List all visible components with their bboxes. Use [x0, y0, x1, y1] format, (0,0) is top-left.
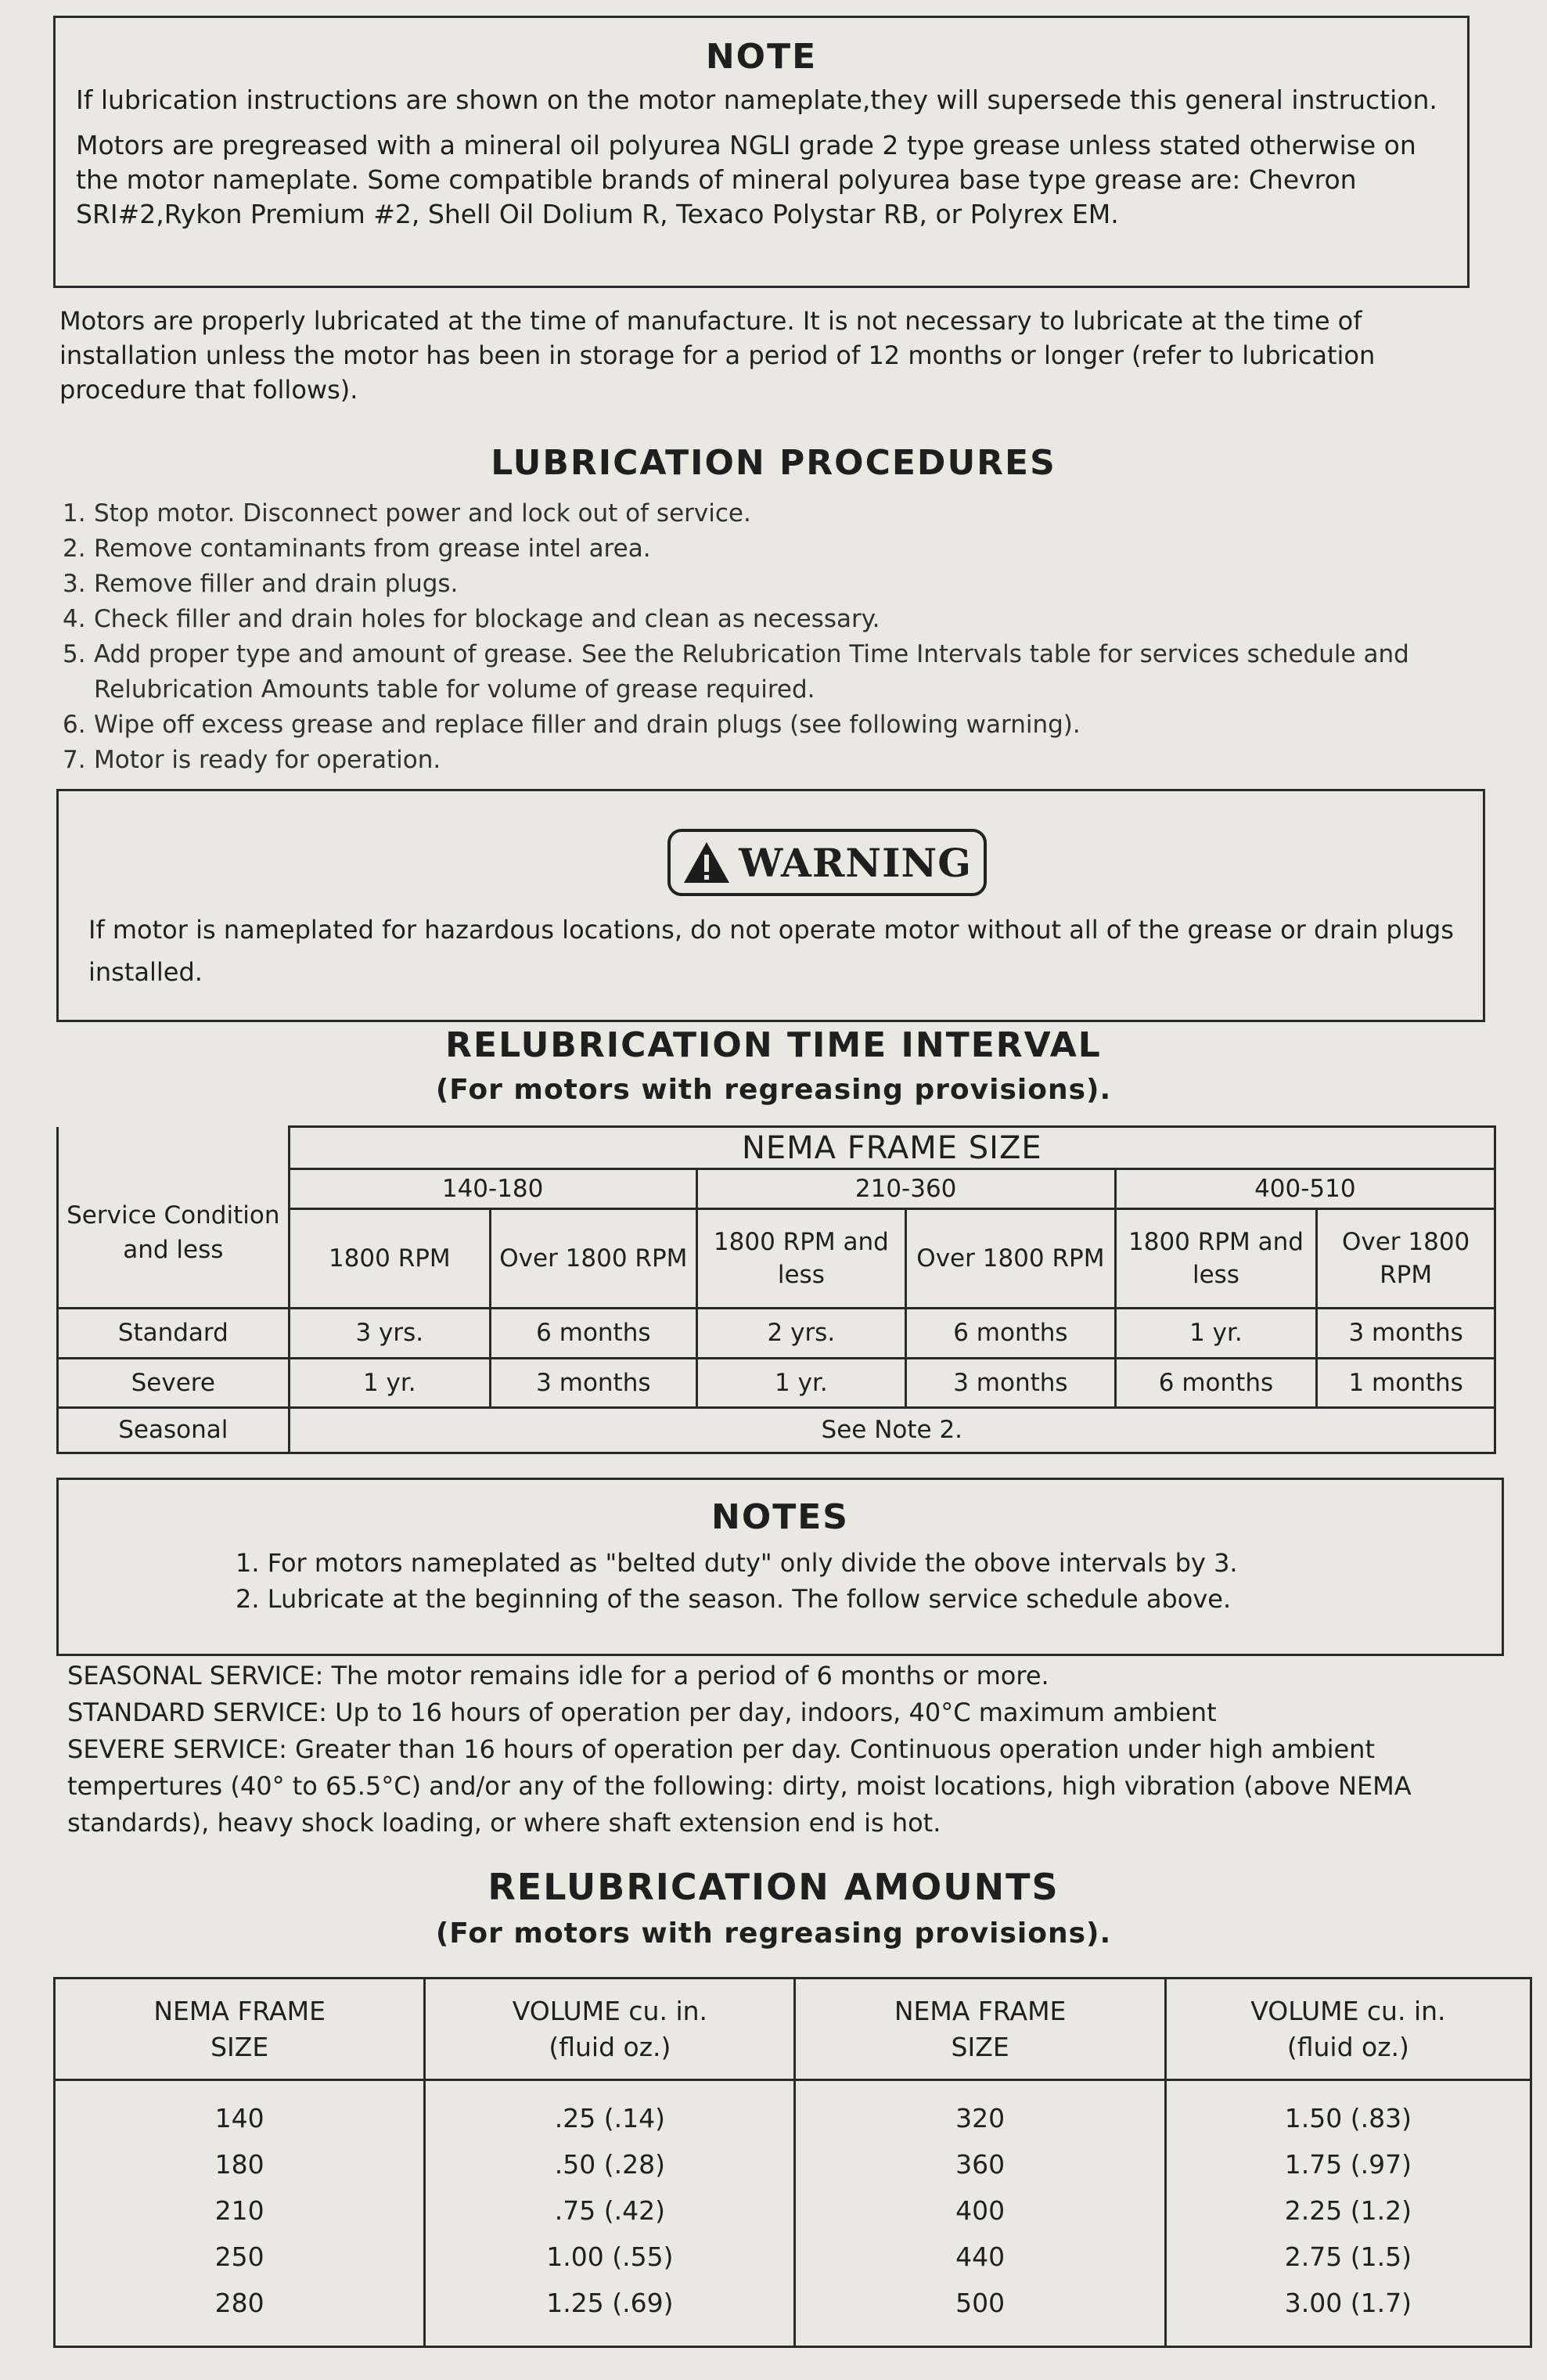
- table-row: [58, 1407, 1495, 1453]
- notes-box: [56, 1478, 1504, 1656]
- volume-column: [425, 2080, 795, 2347]
- frame-size-cell: 500: [955, 2288, 1006, 2318]
- volume-header: VOLUME cu. in. (fluid oz.): [425, 1979, 795, 2080]
- frame-size-cell: 400: [955, 2195, 1006, 2226]
- service-condition-header: Service Condition and less: [58, 1127, 290, 1309]
- procedure-step: 1. Stop motor. Disconnect power and lock out of service.: [63, 499, 751, 527]
- frame-size-cell: 280: [214, 2288, 264, 2318]
- seasonal-service-label: SEASONAL SERVICE:: [67, 1661, 324, 1690]
- interval-cell: 3 months: [1317, 1308, 1495, 1358]
- time-interval-subtitle: (For motors with regreasing provisions).: [435, 1074, 1112, 1106]
- interval-cell: 3 months: [491, 1359, 697, 1407]
- rpm-header: 1800 RPM and less: [696, 1208, 905, 1308]
- procedure-step: 2. Remove contaminants from grease intel area.: [63, 535, 651, 563]
- warning-label: WARNING: [739, 839, 972, 886]
- severe-service-label: SEVERE SERVICE:: [67, 1734, 287, 1764]
- note-paragraph-grease: Motors are pregreased with a mineral oil polyurea NGLI grade 2 type grease unless stated otherwise on the motor nameplate. Some compatible brands of mineral polyurea base type grease are: Chevron SRI#2,Rykon Premium #2, Shell Oil Dolium R, Texaco Polystar RB, or Polyrex EM.: [76, 130, 1416, 229]
- table-row: [55, 2080, 1531, 2347]
- procedures-title: LUBRICATION PROCEDURES: [491, 443, 1056, 483]
- time-interval-title: RELUBRICATION TIME INTERVAL: [445, 1025, 1102, 1065]
- interval-cell: 3 months: [906, 1359, 1116, 1407]
- note-paragraph-nameplate: If lubrication instructions are shown on the motor nameplate,they will supersede this general instruction.: [76, 85, 1437, 115]
- frame-size-column: [55, 2080, 425, 2347]
- frame-size-cell: 440: [955, 2241, 1006, 2272]
- frame-size-cell: 210: [214, 2195, 264, 2226]
- interval-cell: 3 yrs.: [289, 1308, 490, 1358]
- procedure-step: 7. Motor is ready for operation.: [63, 746, 441, 774]
- volume-cell: 2.75 (1.5): [1284, 2241, 1412, 2272]
- volume-cell: 3.00 (1.7): [1284, 2288, 1412, 2318]
- nema-frame-size-header: NEMA FRAME SIZE: [289, 1127, 1495, 1169]
- rpm-header: Over 1800 RPM: [491, 1208, 697, 1308]
- nema-frame-size-header: NEMA FRAME SIZE: [55, 1979, 425, 2080]
- notes-heading: NOTES: [711, 1497, 849, 1537]
- seasonal-note-cell: See Note 2.: [289, 1407, 1495, 1453]
- volume-header: VOLUME cu. in. (fluid oz.): [1165, 1979, 1531, 2080]
- frame-size-cell: 360: [955, 2149, 1006, 2180]
- rpm-header: 1800 RPM and less: [1115, 1208, 1317, 1308]
- warning-box: [56, 789, 1485, 1022]
- note-box: [53, 16, 1470, 288]
- volume-cell: 2.25 (1.2): [1284, 2195, 1412, 2226]
- intro-paragraph: Motors are properly lubricated at the time of manufacture. It is not necessary to lubricate at the time of installation unless the motor has been in storage for a period of 12 months or longer (refer to lubrication procedure that follows).: [59, 306, 1376, 405]
- severe-service-def: [67, 1731, 1515, 1842]
- volume-cell: .75 (.42): [554, 2195, 665, 2226]
- nema-frame-size-header: NEMA FRAME SIZE: [795, 1979, 1165, 2080]
- rpm-header: Over 1800 RPM: [906, 1208, 1116, 1308]
- volume-cell: .50 (.28): [554, 2149, 665, 2180]
- interval-cell: 1 yr.: [289, 1359, 490, 1407]
- volume-cell: .25 (.14): [554, 2103, 665, 2133]
- procedure-step: 5. Add proper type and amount of grease. See the Relubrication Time Intervals table for services schedule and Relubrication Amounts table for volume of grease required.: [63, 640, 1409, 704]
- frame-group-210-360: 210-360: [696, 1169, 1115, 1208]
- amounts-table: [53, 1977, 1532, 2348]
- standard-service-text: Up to 16 hours of operation per day, indoors, 40°C maximum ambient: [335, 1698, 1217, 1727]
- volume-cell: 1.00 (.55): [546, 2241, 674, 2272]
- note-heading: NOTE: [705, 37, 818, 77]
- rpm-header: Over 1800 RPM: [1317, 1208, 1495, 1308]
- volume-cell: 1.25 (.69): [546, 2288, 674, 2318]
- rpm-header: 1800 RPM: [289, 1208, 490, 1308]
- seasonal-service-text: The motor remains idle for a period of 6 months or more.: [331, 1661, 1049, 1690]
- interval-cell: 6 months: [1115, 1359, 1317, 1407]
- standard-service-label: STANDARD SERVICE:: [67, 1698, 327, 1727]
- interval-cell: 2 yrs.: [696, 1308, 905, 1358]
- row-label-standard: Standard: [58, 1308, 290, 1358]
- service-definitions: [67, 1658, 1515, 1842]
- procedure-step: 3. Remove filler and drain plugs.: [63, 570, 459, 598]
- frame-size-cell: 320: [955, 2103, 1006, 2133]
- frame-size-cell: 140: [214, 2103, 264, 2133]
- standard-service-def: [67, 1694, 1515, 1731]
- warning-triangle-icon: [682, 841, 731, 884]
- table-row: [58, 1308, 1495, 1358]
- frame-size-cell: 250: [214, 2241, 264, 2272]
- procedure-step: 4. Check filler and drain holes for blockage and clean as necessary.: [63, 605, 880, 633]
- frame-group-140-180: 140-180: [289, 1169, 696, 1208]
- frame-group-400-510: 400-510: [1115, 1169, 1495, 1208]
- note-item: 2. Lubricate at the beginning of the season. The follow service schedule above.: [236, 1584, 1232, 1614]
- interval-cell: 6 months: [906, 1308, 1116, 1358]
- interval-cell: 1 months: [1317, 1359, 1495, 1407]
- volume-cell: 1.50 (.83): [1284, 2103, 1412, 2133]
- seasonal-service-def: [67, 1658, 1515, 1694]
- interval-cell: 1 yr.: [696, 1359, 905, 1407]
- interval-cell: 1 yr.: [1115, 1308, 1317, 1358]
- interval-cell: 6 months: [491, 1308, 697, 1358]
- frame-size-cell: 180: [214, 2149, 264, 2180]
- note-item: 1. For motors nameplated as "belted duty" only divide the obove intervals by 3.: [236, 1548, 1238, 1578]
- warning-badge: [667, 829, 987, 896]
- amounts-title: RELUBRICATION AMOUNTS: [487, 1866, 1060, 1908]
- procedure-step: 6. Wipe off excess grease and replace filler and drain plugs (see following warning).: [63, 711, 1081, 739]
- frame-size-column: [795, 2080, 1165, 2347]
- warning-text: If motor is nameplated for hazardous locations, do not operate motor without all of the grease or drain plugs installed.: [88, 915, 1454, 987]
- row-label-severe: Severe: [58, 1359, 290, 1407]
- severe-service-text: Greater than 16 hours of operation per day. Continuous operation under high ambient tempertures (40° to 65.5°C) and/or any of the following: dirty, moist locations, high vibration (above NEMA standards), heavy shock loading, or where shaft extension end is hot.: [67, 1734, 1412, 1838]
- time-interval-table: [56, 1125, 1496, 1454]
- volume-column: [1165, 2080, 1531, 2347]
- row-label-seasonal: Seasonal: [58, 1407, 290, 1453]
- amounts-subtitle: (For motors with regreasing provisions).: [435, 1917, 1112, 1950]
- volume-cell: 1.75 (.97): [1284, 2149, 1412, 2180]
- table-row: [58, 1359, 1495, 1407]
- procedures-list: [63, 496, 1487, 778]
